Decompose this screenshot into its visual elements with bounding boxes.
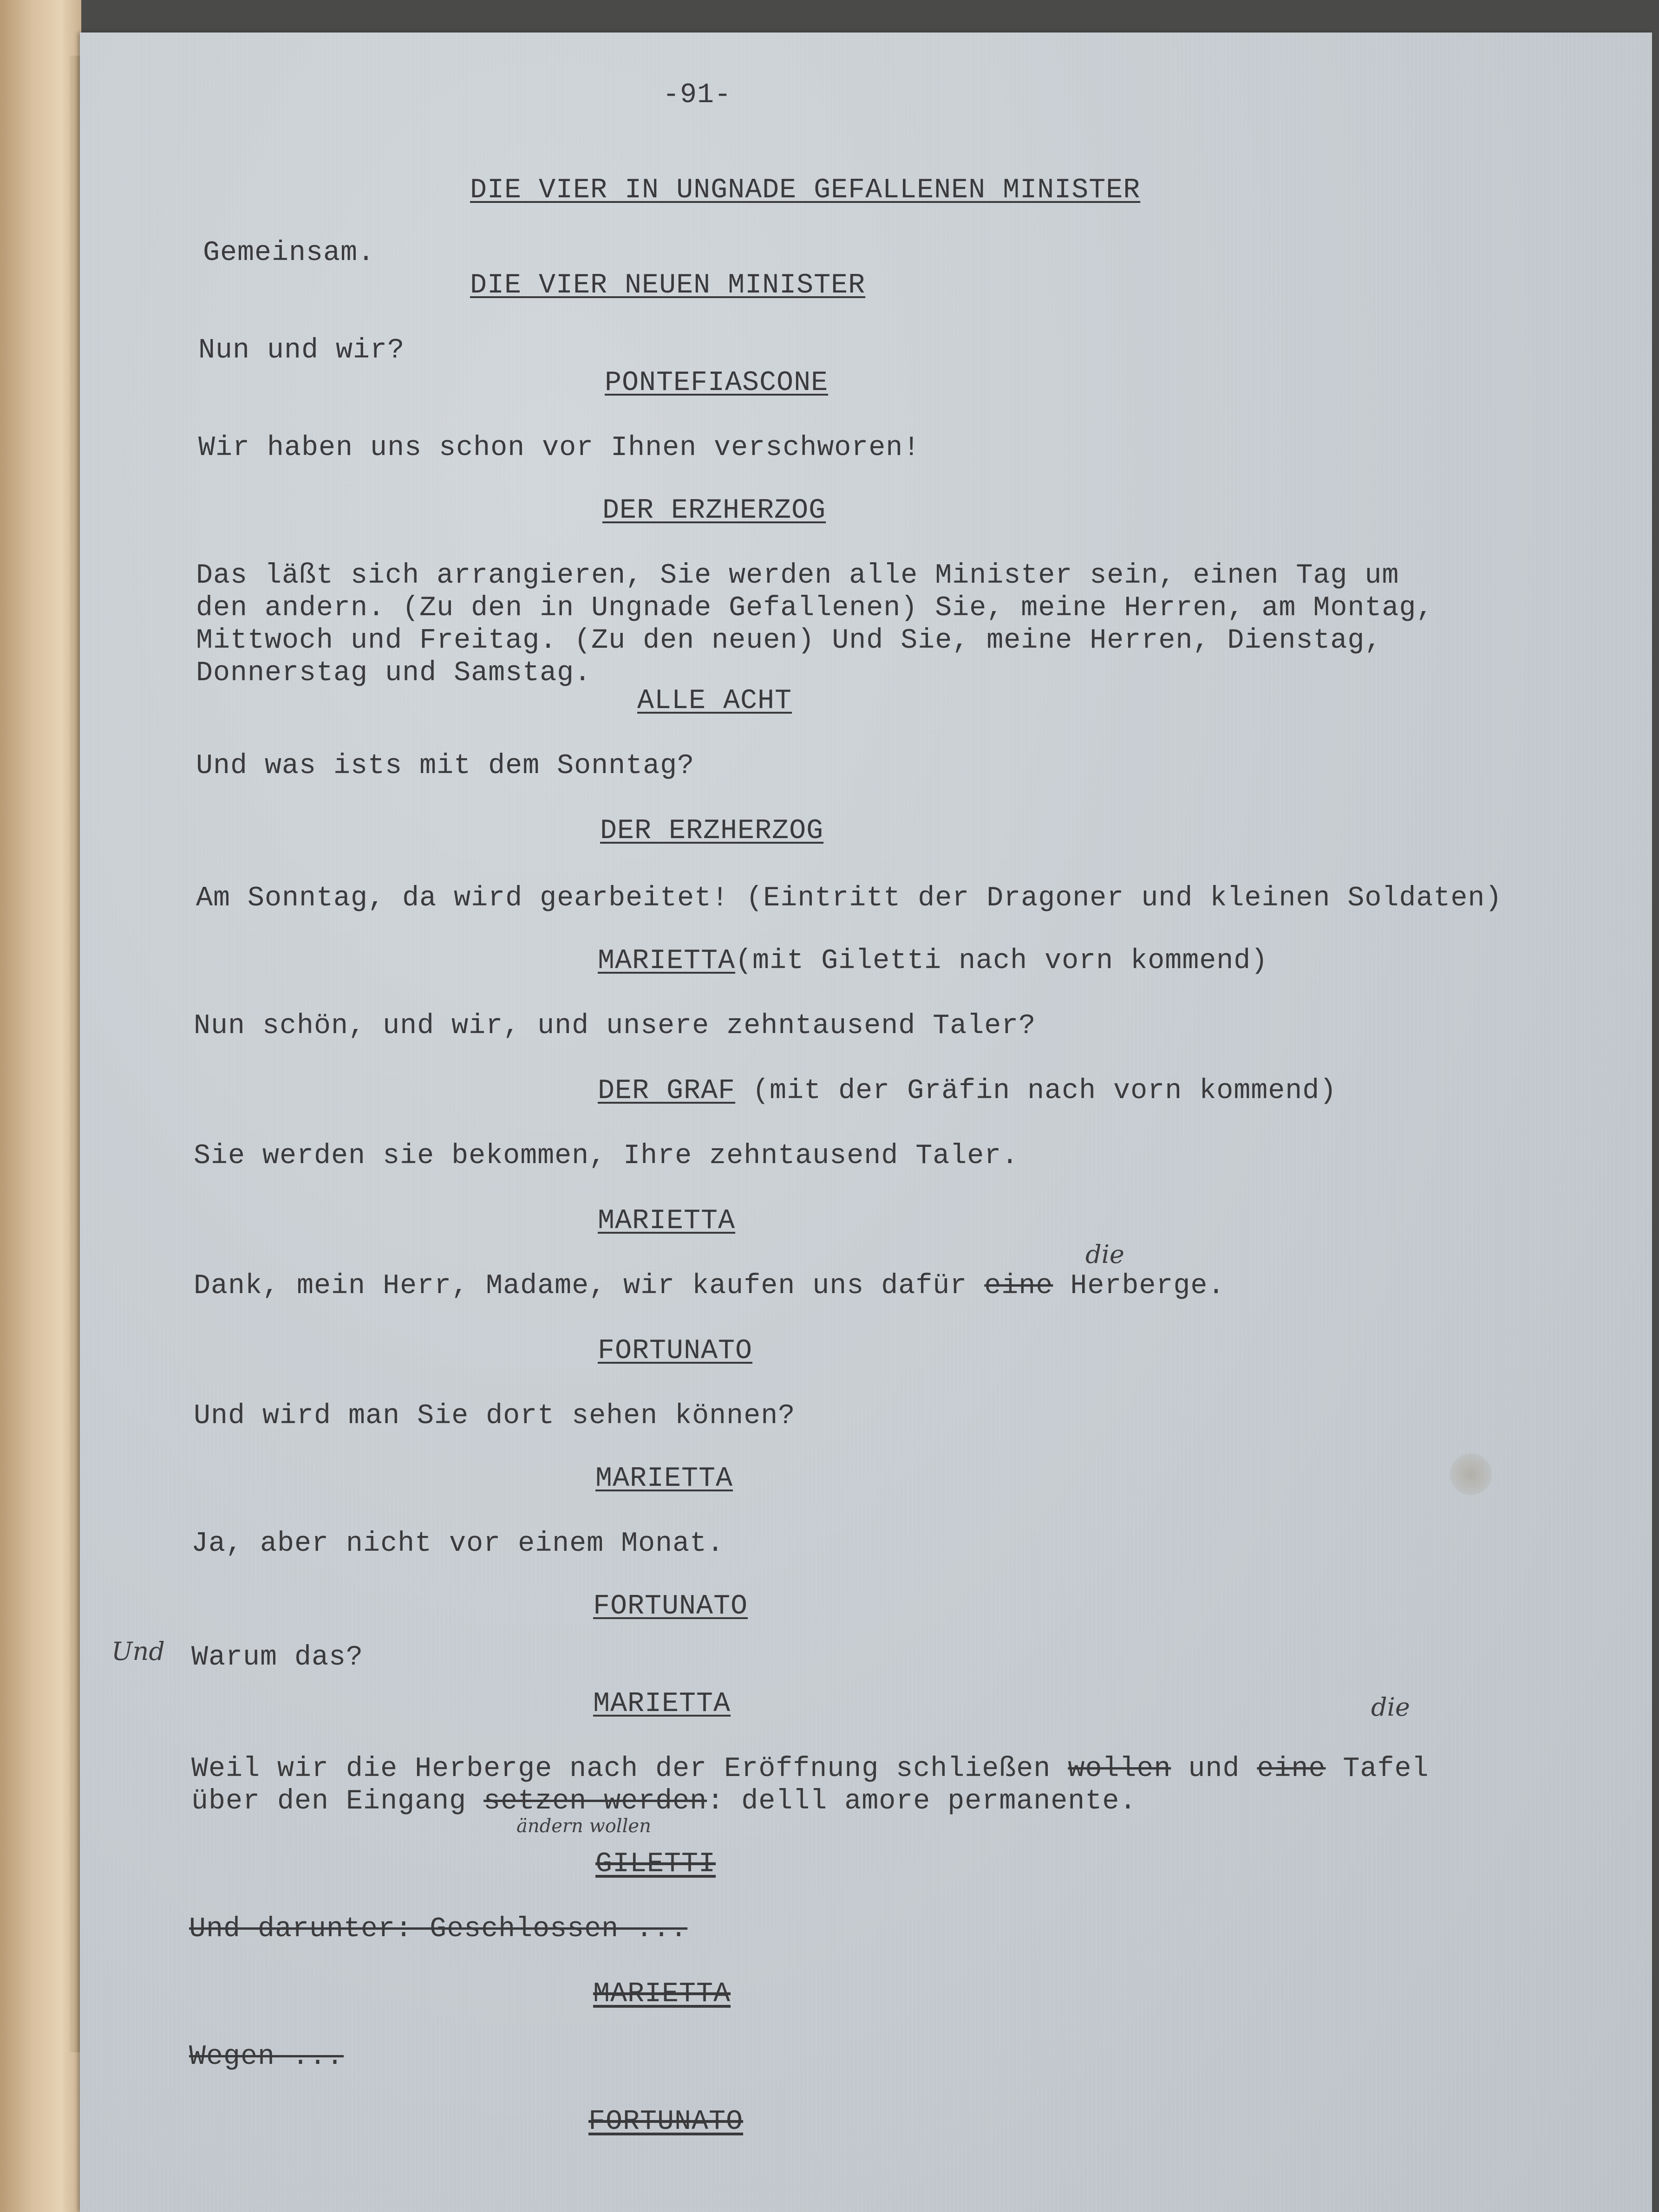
speaker-heading-struck: FORTUNATO	[588, 2106, 744, 2138]
handwritten-correction: die	[1085, 1240, 1124, 1269]
adjacent-page-edge	[0, 0, 81, 2212]
text-segment: Tafel	[1326, 1753, 1429, 1785]
speaker-name: DER GRAF	[598, 1075, 736, 1107]
dialogue-line	[194, 1270, 1225, 1302]
dialogue-line: Sie werden sie bekommen, Ihre zehntausend Taler.	[194, 1140, 1019, 1172]
dialogue-line: den andern. (Zu den in Ungnade Gefallenen) Sie, meine Herren, am Montag,	[196, 592, 1434, 624]
speaker-heading: MARIETTA	[598, 1205, 736, 1237]
text-segment: Dank, mein Herr, Madame, wir kaufen uns dafür	[194, 1270, 985, 1302]
dialogue-line: Mittwoch und Freitag. (Zu den neuen) Und Sie, meine Herren, Dienstag,	[196, 625, 1382, 657]
speaker-heading: ALLE ACHT	[637, 685, 792, 717]
struck-text: eine	[1257, 1753, 1326, 1785]
speaker-heading: DIE VIER IN UNGNADE GEFALLENEN MINISTER	[470, 175, 1141, 206]
dialogue-line-struck: Wegen ...	[189, 2041, 344, 2073]
dialogue-line: Nun schön, und wir, und unsere zehntausend Taler?	[194, 1010, 1036, 1042]
struck-text: eine	[984, 1270, 1053, 1302]
speaker-heading-struck: GILETTI	[595, 1848, 716, 1880]
speaker-heading-with-direction	[598, 945, 1268, 977]
dialogue-line: Und was ists mit dem Sonntag?	[196, 750, 695, 782]
text-segment: und	[1171, 1753, 1257, 1785]
page-number: -91-	[663, 79, 732, 111]
stage-direction: (mit Giletti nach vorn kommend)	[735, 945, 1268, 977]
speaker-heading: FORTUNATO	[593, 1591, 748, 1622]
dialogue-line	[191, 1753, 1429, 1785]
dialogue-line: Donnerstag und Samstag.	[196, 657, 592, 689]
speaker-heading: DER ERZHERZOG	[600, 815, 824, 847]
speaker-heading-with-direction	[598, 1075, 1337, 1107]
speaker-heading: DIE VIER NEUEN MINISTER	[470, 270, 866, 301]
text-segment: : delll amore permanente.	[707, 1786, 1137, 1817]
handwritten-correction: die	[1371, 1692, 1410, 1722]
speaker-heading: DER ERZHERZOG	[602, 495, 826, 527]
dialogue-line: Ja, aber nicht vor einem Monat.	[191, 1528, 725, 1560]
dialogue-line-struck: Und darunter: Geschlossen ...	[189, 1913, 688, 1945]
speaker-heading-struck: MARIETTA	[593, 1978, 731, 2010]
speaker-heading: FORTUNATO	[598, 1335, 753, 1367]
struck-text: setzen werden	[483, 1786, 707, 1817]
dialogue-line: Und wird man Sie dort sehen können?	[194, 1400, 796, 1432]
stage-direction: (mit der Gräfin nach vorn kommend)	[735, 1075, 1337, 1107]
text-segment: Weil wir die Herberge nach der Eröffnung schließen	[191, 1753, 1068, 1785]
text-segment: über den Eingang	[191, 1786, 484, 1817]
paper-stain	[1450, 1453, 1492, 1495]
dialogue-line: Warum das?	[191, 1642, 364, 1673]
handwritten-correction: ändern wollen	[516, 1815, 651, 1837]
speaker-name: MARIETTA	[598, 945, 736, 977]
struck-text: wollen	[1068, 1753, 1171, 1785]
text-segment: Herberge.	[1053, 1270, 1225, 1302]
dialogue-line: Gemeinsam.	[203, 237, 375, 269]
dialogue-line: Das läßt sich arrangieren, Sie werden alle Minister sein, einen Tag um	[196, 560, 1399, 592]
handwritten-margin-note: Und	[111, 1637, 165, 1666]
typescript-page	[80, 33, 1652, 2212]
speaker-heading: MARIETTA	[593, 1688, 731, 1720]
dialogue-line	[191, 1785, 1136, 1818]
speaker-heading: MARIETTA	[595, 1463, 733, 1495]
dialogue-line: Wir haben uns schon vor Ihnen verschworen!	[198, 432, 921, 464]
dialogue-line: Nun und wir?	[198, 335, 405, 366]
speaker-heading: PONTEFIASCONE	[605, 367, 829, 399]
dialogue-line: Am Sonntag, da wird gearbeitet! (Eintritt der Dragoner und kleinen Soldaten)	[196, 883, 1502, 914]
